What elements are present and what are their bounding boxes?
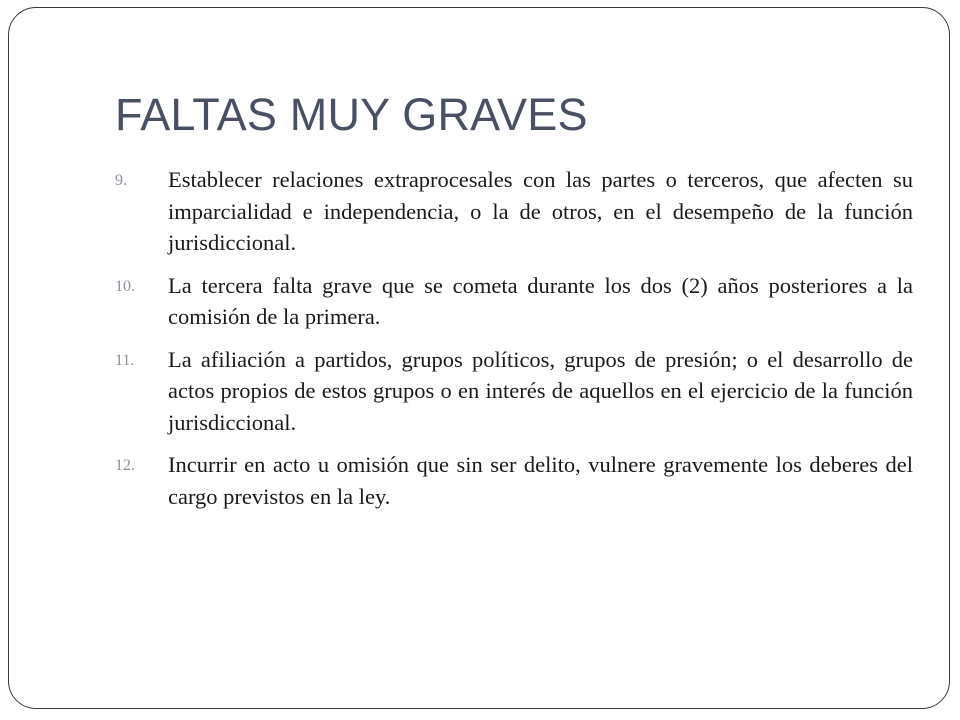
list-item	[115, 449, 913, 512]
slide-frame	[8, 7, 950, 709]
item-number: 9.	[115, 172, 127, 189]
list-item	[115, 270, 913, 333]
item-number: 11.	[115, 351, 135, 369]
item-text: La tercera falta grave que se cometa durante los dos (2) años posteriores a la comisión de la primera.	[168, 272, 913, 329]
item-text: La afiliación a partidos, grupos políticos, grupos de presión; o el desarrollo de actos propios de estos grupos o en interés de aquellos en el ejercicio de la función jurisdiccional.	[168, 346, 913, 435]
numbered-list	[115, 164, 913, 523]
slide-title: FALTAS MUY GRAVES	[115, 89, 588, 140]
list-item	[115, 164, 913, 259]
item-number: 10.	[115, 277, 135, 295]
item-text: Establecer relaciones extraprocesales con las partes o terceros, que afecten su imparcialidad e independencia, o la de otros, en el desempeño de la función jurisdiccional.	[168, 167, 913, 255]
item-text: Incurrir en acto u omisión que sin ser delito, vulnere gravemente los deberes del cargo previstos en la ley.	[168, 452, 913, 509]
list-item	[115, 344, 913, 439]
item-number: 12.	[115, 457, 135, 474]
